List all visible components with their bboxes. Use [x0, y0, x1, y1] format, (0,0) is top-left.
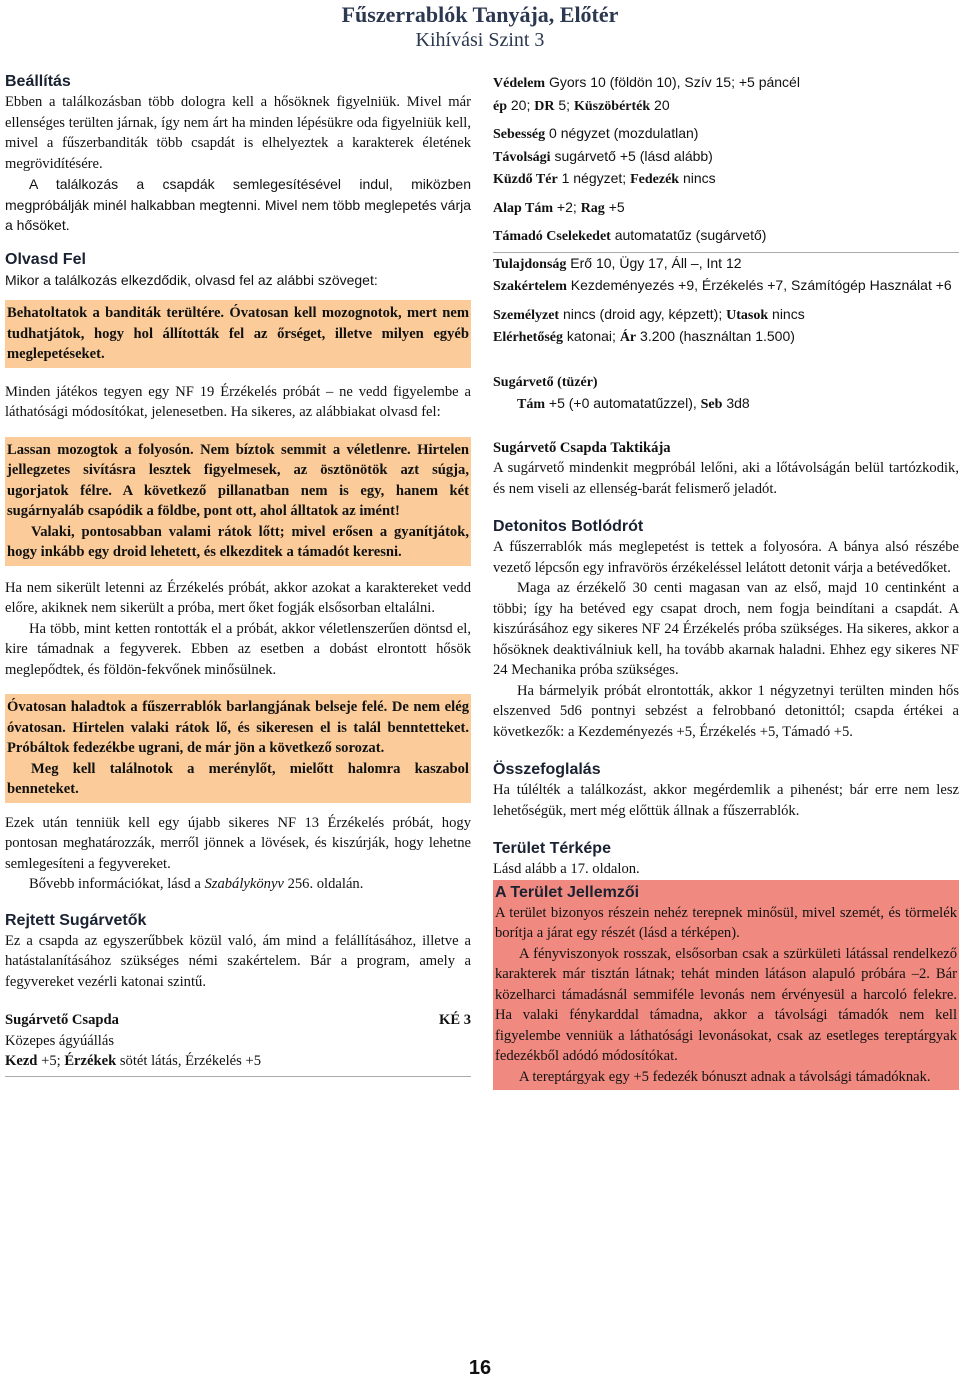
stat-dr-value: 5; — [554, 96, 574, 113]
weapon-attack-value: +5 (+0 automatatűzzel), — [545, 395, 701, 411]
weapon-heading — [493, 371, 959, 394]
readaloud-box-2 — [5, 437, 471, 566]
stat-dr-label: DR — [534, 98, 555, 114]
weapon-attack-label: Tám — [517, 397, 545, 412]
area-features-box — [493, 880, 959, 1091]
stat-availability-value: katonai; — [562, 328, 620, 344]
stat-grapple-value: +5 — [604, 198, 625, 215]
perception-check-paragraph: Minden játékos tegyen egy NF 19 Érzékelés próbát – ne vedd figyelembe a láthatósági módosítókat, jelenesetben. Ha sikeres, az alábbiakat olvasd fel: — [5, 383, 471, 420]
area-features-paragraph-1: A terület bizonyos részein nehéz terepnek minősül, mivel szemét, és törmelék borítja a járat egy részét (lásd a térképen). — [495, 904, 957, 941]
stat-skills — [493, 275, 959, 298]
rulebook-reference: Szabálykönyv — [204, 876, 284, 892]
left-column — [5, 72, 471, 1077]
readaloud-box-2-p1: Lassan mozogtok a folyosón. Nem bíztok semmit a véletlenre. Hirtelen jellegzetes sivításra lesztek figyelmesek, az ösztönötök azt súgja, ugorjatok félre. A következő pillanatban nem is egy, hanem két sugárnyaláb csapódik a földbe, pont ott, ahol álltatok az imént! — [7, 441, 469, 519]
stat-hp — [493, 95, 959, 118]
stat-fight-value: 1 négyzet; — [557, 170, 631, 186]
detonite-heading: Detonitos Botlódrót — [493, 518, 644, 535]
readaloud-intro: Mikor a találkozás elkezdődik, olvasd fel az alábbi szöveget: — [5, 271, 378, 288]
after-paragraph-2-pre: Bővebb információkat, lásd a — [29, 876, 205, 892]
stat-crew-label: Személyzet — [493, 307, 560, 323]
fail-paragraph-2: Ha több, mint ketten rontották el a próbát, akkor véletlenszerűen döntsd el, kire támadnak a fegyverek. Ebben az esetben a dobást elrontott hősök meglepődtek, és földön-fekvőnek minősülnek. — [5, 620, 471, 678]
setup-heading: Beállítás — [5, 73, 71, 90]
detonite-paragraph-3: Ha bármelyik próbát elrontották, akkor 1 négyzetnyi terülten minden hős elszenved 5d6 pontnyi sebzést a felrobbanó detonittól; csapda értékei a következők: a Kezdeményezés +5, Érzékelés +5, Támadó +5. — [493, 682, 959, 740]
stat-grapple-label: Rag — [580, 200, 605, 216]
trap-init-value: +5; — [37, 1053, 65, 1069]
readaloud-box-2-p2: Valaki, pontosabban valami rátok lőtt; mivel erősen a gyanítjátok, hogy inkább egy droid lehetett, és elkezditek a támadót keresni. — [7, 523, 469, 560]
readaloud-box-3 — [5, 694, 471, 803]
stat-attack-options — [493, 225, 959, 248]
trap-size: Közepes ágyúállás — [5, 1032, 115, 1049]
tactics-heading-text: Sugárvető Csapda Taktikája — [493, 439, 671, 456]
setup-paragraph-1: Ebben a találkozásban több dologra kell a hősöknek figyelniük. Mivel már ellenséges terülten járnak, így nem árt ha minden lépésükre oda figyelniük kell, mivel a fűszerbanditák több csapdát is elhelyeztek a karakterek életének megrövidítésére. — [5, 94, 471, 172]
stat-hp-label: ép — [493, 98, 507, 114]
stat-crew — [493, 304, 959, 327]
map-paragraph: Lásd alább a 17. oldalon. — [493, 861, 640, 877]
hidden-blasters-paragraph: Ez a csapda az egyszerűbbek közül való, ám mind a felállításához, illetve a hatástalanításához szükséges némi szakértelem. Bár a program, amely a fegyvereket vezérli katonai szintű. — [5, 932, 471, 990]
stat-skills-label: Szakértelem — [493, 279, 567, 294]
stat-base-attack — [493, 197, 959, 220]
trap-init-senses — [5, 1051, 471, 1072]
stat-defense-value: Gyors 10 (földön 10), Szív 15; +5 páncél — [545, 74, 800, 90]
stat-cover-value: nincs — [679, 170, 716, 186]
map-heading: Terület Térképe — [493, 840, 611, 857]
summary-heading: Összefoglalás — [493, 761, 601, 778]
stat-skills-value: Kezdeményezés +9, Érzékelés +7, Számítógép Használat +6 — [566, 277, 952, 293]
statblock-divider — [5, 1076, 471, 1077]
trap-statblock-header — [5, 1010, 471, 1077]
stat-fight-space — [493, 168, 959, 191]
weapon-stats — [493, 393, 959, 416]
stat-fight-label: Küzdő Tér — [493, 172, 558, 187]
page-title: Fűszerrablók Tanyája, Előtér — [341, 2, 619, 27]
readaloud-heading: Olvasd Fel — [5, 250, 86, 268]
weapon-damage-label: Seb — [700, 397, 723, 412]
area-features-paragraph-3: A tereptárgyak egy +5 fedezék bónuszt adnak a távolsági támadóknak. — [519, 1068, 931, 1085]
area-features-heading: A Terület Jellemzői — [495, 883, 640, 901]
stat-cost-value: 3.200 (használtan 1.500) — [636, 328, 795, 344]
page-number: 16 — [468, 1357, 492, 1379]
after-paragraph-1: Ezek után tenniük kell egy újabb sikeres NF 13 Érzékelés próbát, hogy pontosan meghatározzák, merről jönnek a lövések, és kiszúrják, hogy lehetne semlegesíteni a fegyvereket. — [5, 814, 471, 872]
readaloud-box-3-p1: Óvatosan haladtok a fűszerrablók barlangjának belseje felé. De nem elég óvatosan. Hirtelen valaki rátok lő, és sikeresen el is talál benntetteket. Próbáltok fedezékbe ugrani, de már jön a következő sorozat. — [7, 699, 469, 756]
readaloud-box-3-p2: Meg kell találnotok a merénylőt, mielőtt halomra kaszabol benneteket. — [7, 760, 469, 797]
detonite-paragraph-1: A fűszerrablók más meglepetést is tettek a folyosóra. A bánya alsó részébe vezető lépcsőn egy infravörös érzékeléssel lelátott detonit várja a betévedőket. — [493, 539, 959, 576]
trap-statblock-stats — [493, 72, 959, 416]
stat-abilities — [493, 253, 959, 276]
setup-paragraph-2: A találkozás a csapdák semlegesítésével indul, miközben megpróbálják minél halkabban megtenni. Mivel nem több meglepetés várja a hősöket. — [5, 176, 471, 233]
readaloud-box-1-text: Behatoltatok a banditák terültére. Óvatosan kell mozognotok, mert nem tudhatjátok, hogy hol állították fel az őrséget, illetve milyen egyéb meglepetéseket. — [7, 305, 469, 362]
weapon-damage-value: 3d8 — [722, 395, 750, 411]
trap-senses-label: Érzékek — [64, 1053, 117, 1069]
detonite-paragraph-2: Maga az érzékelő 30 centi magasan van az első, majd 10 centinként a többi; így ha betéved egy csapat droch, nem fogja beindítani a csapdát. A kiszúrásához egy sikeres NF 24 Érzékelés próba szükséges. Ha sikeres, akkor a hősöknek deaktiválniuk kell, ha tovább akarnak haladni. Ehhez egy sikeres NF 24 Mechanika próba szükséges. — [493, 580, 959, 678]
readaloud-box-1 — [5, 300, 471, 368]
right-column — [493, 72, 959, 1090]
stat-threshold-value: 20 — [650, 96, 670, 113]
stat-availability-label: Elérhetőség — [493, 330, 563, 345]
stat-abilities-value: Erő 10, Ügy 17, Áll –, Int 12 — [566, 254, 742, 271]
stat-threshold-label: Küszöbérték — [573, 98, 651, 114]
page-header — [0, 0, 960, 52]
trap-cl: KÉ 3 — [438, 1012, 471, 1028]
stat-ranged-value: sugárvető +5 (lásd alább) — [550, 147, 713, 164]
summary-paragraph: Ha túlélték a találkozást, akkor megérdemlik a pihenést; bár erre nem lesz lehetőségük, mert még előttük állnak a fűszerrablók. — [493, 782, 959, 819]
stat-speed-value: 0 négyzet (mozdulatlan) — [545, 125, 699, 141]
stat-cost-label: Ár — [619, 330, 637, 345]
stat-ranged-label: Távolsági — [493, 149, 551, 165]
hidden-blasters-heading: Rejtett Sugárvetők — [5, 911, 147, 929]
stat-abilities-label: Tulajdonság — [493, 256, 567, 272]
stat-bab-label: Alap Tám — [493, 200, 554, 216]
trap-init-label: Kezd — [5, 1053, 38, 1069]
after-paragraph-2-post: 256. oldalán. — [283, 876, 364, 892]
trap-name: Sugárvető Csapda — [5, 1012, 119, 1028]
stat-hp-value: 20; — [507, 96, 535, 113]
stat-bab-value: +2; — [553, 198, 581, 215]
trap-senses-value: sötét látás, Érzékelés +5 — [116, 1053, 262, 1069]
weapon-heading-text: Sugárvető (tüzér) — [493, 374, 598, 390]
stat-attack-value: automatatűz (sugárvető) — [610, 227, 767, 243]
stat-availability — [493, 326, 959, 349]
after-paragraph-2 — [5, 874, 471, 895]
stat-crew-value: nincs (droid agy, képzett); — [559, 305, 727, 322]
stat-passengers-label: Utasok — [726, 307, 769, 323]
page-subtitle: Kihívási Szint 3 — [415, 29, 545, 51]
stat-speed — [493, 123, 959, 146]
tactics-heading — [493, 438, 959, 459]
stat-defense-label: Védelem — [493, 76, 546, 91]
fail-paragraph-1: Ha nem sikerült letenni az Érzékelés próbát, akkor azokat a karaktereket vedd előre, akiknek nem sikerült a próba, mert őket fogják elsősorban eltalálni. — [5, 579, 471, 616]
stat-defense — [493, 72, 959, 95]
stat-passengers-value: nincs — [768, 305, 805, 322]
area-features-paragraph-2: A fényviszonyok rosszak, elsősorban csak a szürkületi látással rendelkező karakterek már tisztán látnak; tehát minden látáson alapuló próbára –2. Bár közelharci támadásnál semmiféle levonás nem érvényesül a harcoló felekre. Ha valaki fénykarddal támadna, akkor a távolsági támadók nem kell figyelembe venniük a láthatósági levonásokat, csak az esetleges tereptárgyak fedezékből adódó módosítókat. — [495, 945, 957, 1064]
stat-cover-label: Fedezék — [630, 172, 680, 187]
stat-attack-label: Támadó Cselekedet — [493, 229, 611, 244]
tactics-paragraph: A sugárvető mindenkit megpróbál lelőni, aki a lőtávolságán belül tartózkodik, és nem viseli az ellenség-barát felismerő jeladót. — [493, 460, 959, 497]
stat-ranged — [493, 146, 959, 169]
stat-speed-label: Sebesség — [493, 127, 546, 142]
